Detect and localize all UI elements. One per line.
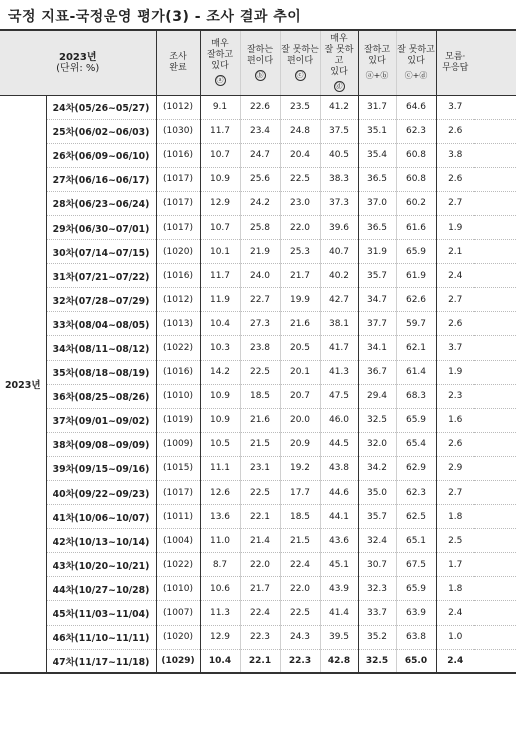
cell-n: (1029) — [156, 649, 200, 673]
cell-b: 22.5 — [240, 481, 280, 505]
cell-a: 11.7 — [200, 264, 240, 288]
cell-c: 22.0 — [280, 215, 320, 239]
cell-n: (1015) — [156, 456, 200, 480]
cell-a: 11.7 — [200, 119, 240, 143]
cell-c: 20.4 — [280, 143, 320, 167]
table-row — [0, 360, 516, 384]
wave-label: 37차(09/01~09/02) — [46, 408, 156, 432]
circle-a-mark: ⓐ — [216, 76, 224, 85]
table-row — [0, 577, 516, 601]
wave-label: 43차(10/20~10/21) — [46, 553, 156, 577]
cell-b: 22.6 — [240, 95, 280, 119]
table-row — [0, 264, 516, 288]
cell-cd: 62.3 — [396, 119, 436, 143]
cell-ab: 35.0 — [358, 481, 396, 505]
cell-b: 23.1 — [240, 456, 280, 480]
row-spacer — [474, 384, 516, 408]
cell-b: 22.7 — [240, 288, 280, 312]
row-spacer — [474, 312, 516, 336]
cell-b: 27.3 — [240, 312, 280, 336]
row-spacer — [474, 481, 516, 505]
sum-ab-mark: ⓐ+ⓑ — [365, 70, 389, 80]
cell-dk: 1.9 — [436, 215, 474, 239]
cell-c: 19.2 — [280, 456, 320, 480]
row-spacer — [474, 649, 516, 673]
row-spacer — [474, 505, 516, 529]
header-cd: 잘 못하고 있다 ⓒ+ⓓ — [396, 30, 436, 95]
cell-cd: 65.1 — [396, 529, 436, 553]
cell-n: (1004) — [156, 529, 200, 553]
cell-ab: 36.5 — [358, 215, 396, 239]
cell-c: 23.5 — [280, 95, 320, 119]
cell-n: (1016) — [156, 264, 200, 288]
cell-ab: 31.9 — [358, 240, 396, 264]
header-year: 2023년 — [59, 51, 97, 63]
cell-b: 22.3 — [240, 625, 280, 649]
cell-n: (1020) — [156, 240, 200, 264]
cell-dk: 3.8 — [436, 143, 474, 167]
wave-label: 38차(09/08~09/09) — [46, 432, 156, 456]
table-row — [0, 288, 516, 312]
cell-cd: 61.4 — [396, 360, 436, 384]
cell-b: 24.7 — [240, 143, 280, 167]
cell-cd: 65.0 — [396, 649, 436, 673]
wave-label: 29차(06/30~07/01) — [46, 215, 156, 239]
row-spacer — [474, 167, 516, 191]
cell-b: 21.7 — [240, 577, 280, 601]
cell-n: (1013) — [156, 312, 200, 336]
cell-d: 39.5 — [320, 625, 358, 649]
cell-dk: 2.4 — [436, 264, 474, 288]
table-row — [0, 215, 516, 239]
row-spacer — [474, 408, 516, 432]
cell-c: 25.3 — [280, 240, 320, 264]
cell-a: 9.1 — [200, 95, 240, 119]
table-row — [0, 191, 516, 215]
wave-label: 35차(08/18~08/19) — [46, 360, 156, 384]
cell-a: 10.4 — [200, 649, 240, 673]
cell-dk: 1.9 — [436, 360, 474, 384]
header-ab: 잘하고 있다 ⓐ+ⓑ — [358, 30, 396, 95]
wave-label: 45차(11/03~11/04) — [46, 601, 156, 625]
cell-ab: 30.7 — [358, 553, 396, 577]
cell-ab: 32.5 — [358, 649, 396, 673]
header-row — [0, 30, 516, 95]
cell-ab: 32.5 — [358, 408, 396, 432]
cell-a: 12.9 — [200, 625, 240, 649]
results-table — [0, 29, 516, 674]
cell-ab: 35.4 — [358, 143, 396, 167]
cell-dk: 1.8 — [436, 577, 474, 601]
cell-b: 22.0 — [240, 553, 280, 577]
cell-b: 22.1 — [240, 505, 280, 529]
cell-dk: 1.8 — [436, 505, 474, 529]
cell-n: (1009) — [156, 432, 200, 456]
wave-label: 27차(06/16~06/17) — [46, 167, 156, 191]
wave-label: 30차(07/14~07/15) — [46, 240, 156, 264]
cell-dk: 3.7 — [436, 95, 474, 119]
cell-d: 42.8 — [320, 649, 358, 673]
cell-ab: 32.3 — [358, 577, 396, 601]
cell-n: (1017) — [156, 191, 200, 215]
cell-b: 23.8 — [240, 336, 280, 360]
cell-ab: 35.7 — [358, 264, 396, 288]
cell-b: 21.4 — [240, 529, 280, 553]
cell-c: 20.7 — [280, 384, 320, 408]
cell-b: 22.4 — [240, 601, 280, 625]
cell-c: 23.0 — [280, 191, 320, 215]
cell-cd: 63.9 — [396, 601, 436, 625]
table-row — [0, 481, 516, 505]
row-spacer — [474, 240, 516, 264]
cell-a: 11.1 — [200, 456, 240, 480]
cell-cd: 65.9 — [396, 408, 436, 432]
cell-n: (1010) — [156, 384, 200, 408]
header-a: 매우 잘하고 있다 ⓐ — [200, 30, 240, 95]
cell-ab: 34.1 — [358, 336, 396, 360]
cell-n: (1019) — [156, 408, 200, 432]
cell-a: 13.6 — [200, 505, 240, 529]
wave-label: 42차(10/13~10/14) — [46, 529, 156, 553]
table-row — [0, 312, 516, 336]
table-row — [0, 336, 516, 360]
header-d: 매우 잘 못하고 있다 ⓓ — [320, 30, 358, 95]
wave-label: 40차(09/22~09/23) — [46, 481, 156, 505]
cell-n: (1012) — [156, 95, 200, 119]
cell-dk: 1.6 — [436, 408, 474, 432]
cell-b: 21.5 — [240, 432, 280, 456]
wave-label: 32차(07/28~07/29) — [46, 288, 156, 312]
cell-c: 20.5 — [280, 336, 320, 360]
cell-dk: 2.6 — [436, 432, 474, 456]
wave-label: 24차(05/26~05/27) — [46, 95, 156, 119]
cell-dk: 2.6 — [436, 312, 474, 336]
header-spacer — [474, 30, 516, 95]
table-row — [0, 95, 516, 119]
cell-ab: 34.2 — [358, 456, 396, 480]
cell-cd: 62.3 — [396, 481, 436, 505]
cell-dk: 2.4 — [436, 649, 474, 673]
cell-ab: 35.7 — [358, 505, 396, 529]
cell-a: 10.9 — [200, 384, 240, 408]
cell-d: 41.4 — [320, 601, 358, 625]
cell-ab: 35.1 — [358, 119, 396, 143]
table-row — [0, 553, 516, 577]
row-spacer — [474, 625, 516, 649]
cell-d: 38.3 — [320, 167, 358, 191]
page-title: 국정 지표-국정운영 평가(3) - 조사 결과 추이 — [8, 9, 302, 25]
cell-d: 44.1 — [320, 505, 358, 529]
table-row — [0, 240, 516, 264]
table-row — [0, 456, 516, 480]
cell-cd: 67.5 — [396, 553, 436, 577]
wave-label: 47차(11/17~11/18) — [46, 649, 156, 673]
row-spacer — [474, 360, 516, 384]
cell-c: 17.7 — [280, 481, 320, 505]
cell-cd: 62.1 — [396, 336, 436, 360]
cell-cd: 65.4 — [396, 432, 436, 456]
cell-ab: 37.0 — [358, 191, 396, 215]
cell-dk: 2.9 — [436, 456, 474, 480]
cell-c: 24.8 — [280, 119, 320, 143]
cell-a: 10.1 — [200, 240, 240, 264]
cell-n: (1017) — [156, 167, 200, 191]
circle-d-mark: ⓓ — [335, 81, 343, 90]
cell-n: (1016) — [156, 360, 200, 384]
header-dk: 모름· 무응답 — [436, 30, 474, 95]
cell-a: 10.7 — [200, 215, 240, 239]
row-spacer — [474, 215, 516, 239]
cell-d: 41.7 — [320, 336, 358, 360]
cell-dk: 1.0 — [436, 625, 474, 649]
cell-c: 22.4 — [280, 553, 320, 577]
cell-d: 44.6 — [320, 481, 358, 505]
cell-d: 45.1 — [320, 553, 358, 577]
cell-a: 8.7 — [200, 553, 240, 577]
cell-cd: 64.6 — [396, 95, 436, 119]
cell-a: 14.2 — [200, 360, 240, 384]
cell-ab: 32.4 — [358, 529, 396, 553]
row-spacer — [474, 336, 516, 360]
cell-dk: 2.7 — [436, 288, 474, 312]
cell-n: (1022) — [156, 553, 200, 577]
table-row — [0, 167, 516, 191]
cell-a: 12.9 — [200, 191, 240, 215]
row-spacer — [474, 191, 516, 215]
cell-a: 11.9 — [200, 288, 240, 312]
table-body — [0, 95, 516, 673]
row-spacer — [474, 288, 516, 312]
wave-label: 41차(10/06~10/07) — [46, 505, 156, 529]
wave-label: 44차(10/27~10/28) — [46, 577, 156, 601]
cell-a: 10.7 — [200, 143, 240, 167]
cell-b: 22.5 — [240, 360, 280, 384]
row-spacer — [474, 119, 516, 143]
cell-b: 23.4 — [240, 119, 280, 143]
sum-cd-mark: ⓒ+ⓓ — [404, 70, 428, 80]
cell-cd: 61.9 — [396, 264, 436, 288]
wave-label: 36차(08/25~08/26) — [46, 384, 156, 408]
cell-d: 40.2 — [320, 264, 358, 288]
cell-n: (1016) — [156, 143, 200, 167]
header-n: 조사 완료 — [156, 30, 200, 95]
table-row — [0, 649, 516, 673]
cell-d: 44.5 — [320, 432, 358, 456]
cell-b: 22.1 — [240, 649, 280, 673]
cell-dk: 2.6 — [436, 119, 474, 143]
cell-d: 37.5 — [320, 119, 358, 143]
wave-label: 26차(06/09~06/10) — [46, 143, 156, 167]
cell-b: 24.0 — [240, 264, 280, 288]
cell-n: (1022) — [156, 336, 200, 360]
header-c: 잘 못하는 편이다 ⓒ — [280, 30, 320, 95]
cell-d: 43.6 — [320, 529, 358, 553]
cell-dk: 2.7 — [436, 191, 474, 215]
wave-label: 46차(11/10~11/11) — [46, 625, 156, 649]
row-spacer — [474, 95, 516, 119]
cell-n: (1011) — [156, 505, 200, 529]
cell-c: 22.0 — [280, 577, 320, 601]
cell-a: 10.5 — [200, 432, 240, 456]
cell-dk: 1.7 — [436, 553, 474, 577]
cell-cd: 62.9 — [396, 456, 436, 480]
year-group-label: 2023년 — [0, 95, 46, 673]
header-b: 잘하는 편이다 ⓑ — [240, 30, 280, 95]
cell-n: (1010) — [156, 577, 200, 601]
cell-cd: 60.8 — [396, 143, 436, 167]
cell-n: (1017) — [156, 215, 200, 239]
cell-a: 11.0 — [200, 529, 240, 553]
cell-dk: 2.3 — [436, 384, 474, 408]
cell-cd: 60.2 — [396, 191, 436, 215]
wave-label: 28차(06/23~06/24) — [46, 191, 156, 215]
cell-dk: 2.5 — [436, 529, 474, 553]
cell-d: 40.7 — [320, 240, 358, 264]
wave-label: 39차(09/15~09/16) — [46, 456, 156, 480]
cell-c: 21.6 — [280, 312, 320, 336]
cell-d: 41.2 — [320, 95, 358, 119]
cell-ab: 31.7 — [358, 95, 396, 119]
table-row — [0, 408, 516, 432]
cell-a: 10.3 — [200, 336, 240, 360]
cell-cd: 59.7 — [396, 312, 436, 336]
cell-cd: 65.9 — [396, 577, 436, 601]
cell-dk: 2.1 — [436, 240, 474, 264]
wave-label: 34차(08/11~08/12) — [46, 336, 156, 360]
cell-ab: 36.5 — [358, 167, 396, 191]
circle-c-mark: ⓒ — [296, 70, 304, 79]
row-spacer — [474, 264, 516, 288]
row-spacer — [474, 553, 516, 577]
table-row — [0, 505, 516, 529]
cell-a: 10.4 — [200, 312, 240, 336]
cell-c: 22.5 — [280, 601, 320, 625]
cell-b: 24.2 — [240, 191, 280, 215]
cell-b: 18.5 — [240, 384, 280, 408]
cell-c: 22.3 — [280, 649, 320, 673]
wave-label: 25차(06/02~06/03) — [46, 119, 156, 143]
row-spacer — [474, 529, 516, 553]
table-row — [0, 432, 516, 456]
table-row — [0, 601, 516, 625]
table-row — [0, 143, 516, 167]
cell-d: 46.0 — [320, 408, 358, 432]
cell-b: 21.9 — [240, 240, 280, 264]
cell-b: 21.6 — [240, 408, 280, 432]
cell-n: (1012) — [156, 288, 200, 312]
row-spacer — [474, 432, 516, 456]
cell-c: 22.5 — [280, 167, 320, 191]
row-spacer — [474, 456, 516, 480]
cell-d: 43.9 — [320, 577, 358, 601]
header-unit: (단위: %) — [56, 62, 100, 74]
cell-b: 25.8 — [240, 215, 280, 239]
cell-c: 20.9 — [280, 432, 320, 456]
cell-cd: 60.8 — [396, 167, 436, 191]
circle-b-mark: ⓑ — [256, 70, 264, 79]
cell-cd: 65.9 — [396, 240, 436, 264]
table-row — [0, 625, 516, 649]
cell-n: (1020) — [156, 625, 200, 649]
table-row — [0, 384, 516, 408]
cell-c: 20.0 — [280, 408, 320, 432]
cell-cd: 62.5 — [396, 505, 436, 529]
cell-d: 47.5 — [320, 384, 358, 408]
table-row — [0, 119, 516, 143]
cell-dk: 3.7 — [436, 336, 474, 360]
cell-a: 10.6 — [200, 577, 240, 601]
cell-d: 38.1 — [320, 312, 358, 336]
header-period — [0, 30, 156, 95]
cell-dk: 2.6 — [436, 167, 474, 191]
cell-dk: 2.7 — [436, 481, 474, 505]
cell-n: (1007) — [156, 601, 200, 625]
cell-c: 18.5 — [280, 505, 320, 529]
cell-ab: 37.7 — [358, 312, 396, 336]
cell-n: (1030) — [156, 119, 200, 143]
cell-ab: 36.7 — [358, 360, 396, 384]
wave-label: 33차(08/04~08/05) — [46, 312, 156, 336]
row-spacer — [474, 577, 516, 601]
table-row — [0, 529, 516, 553]
cell-c: 20.1 — [280, 360, 320, 384]
wave-label: 31차(07/21~07/22) — [46, 264, 156, 288]
cell-ab: 34.7 — [358, 288, 396, 312]
cell-ab: 35.2 — [358, 625, 396, 649]
cell-d: 37.3 — [320, 191, 358, 215]
cell-d: 43.8 — [320, 456, 358, 480]
cell-c: 21.5 — [280, 529, 320, 553]
cell-c: 19.9 — [280, 288, 320, 312]
row-spacer — [474, 143, 516, 167]
cell-cd: 68.3 — [396, 384, 436, 408]
cell-a: 10.9 — [200, 408, 240, 432]
cell-c: 24.3 — [280, 625, 320, 649]
cell-c: 21.7 — [280, 264, 320, 288]
cell-dk: 2.4 — [436, 601, 474, 625]
cell-a: 10.9 — [200, 167, 240, 191]
cell-cd: 63.8 — [396, 625, 436, 649]
cell-d: 41.3 — [320, 360, 358, 384]
cell-d: 39.6 — [320, 215, 358, 239]
cell-a: 11.3 — [200, 601, 240, 625]
cell-ab: 29.4 — [358, 384, 396, 408]
cell-d: 42.7 — [320, 288, 358, 312]
cell-ab: 32.0 — [358, 432, 396, 456]
cell-a: 12.6 — [200, 481, 240, 505]
cell-d: 40.5 — [320, 143, 358, 167]
row-spacer — [474, 601, 516, 625]
cell-b: 25.6 — [240, 167, 280, 191]
cell-n: (1017) — [156, 481, 200, 505]
cell-cd: 62.6 — [396, 288, 436, 312]
cell-cd: 61.6 — [396, 215, 436, 239]
cell-ab: 33.7 — [358, 601, 396, 625]
